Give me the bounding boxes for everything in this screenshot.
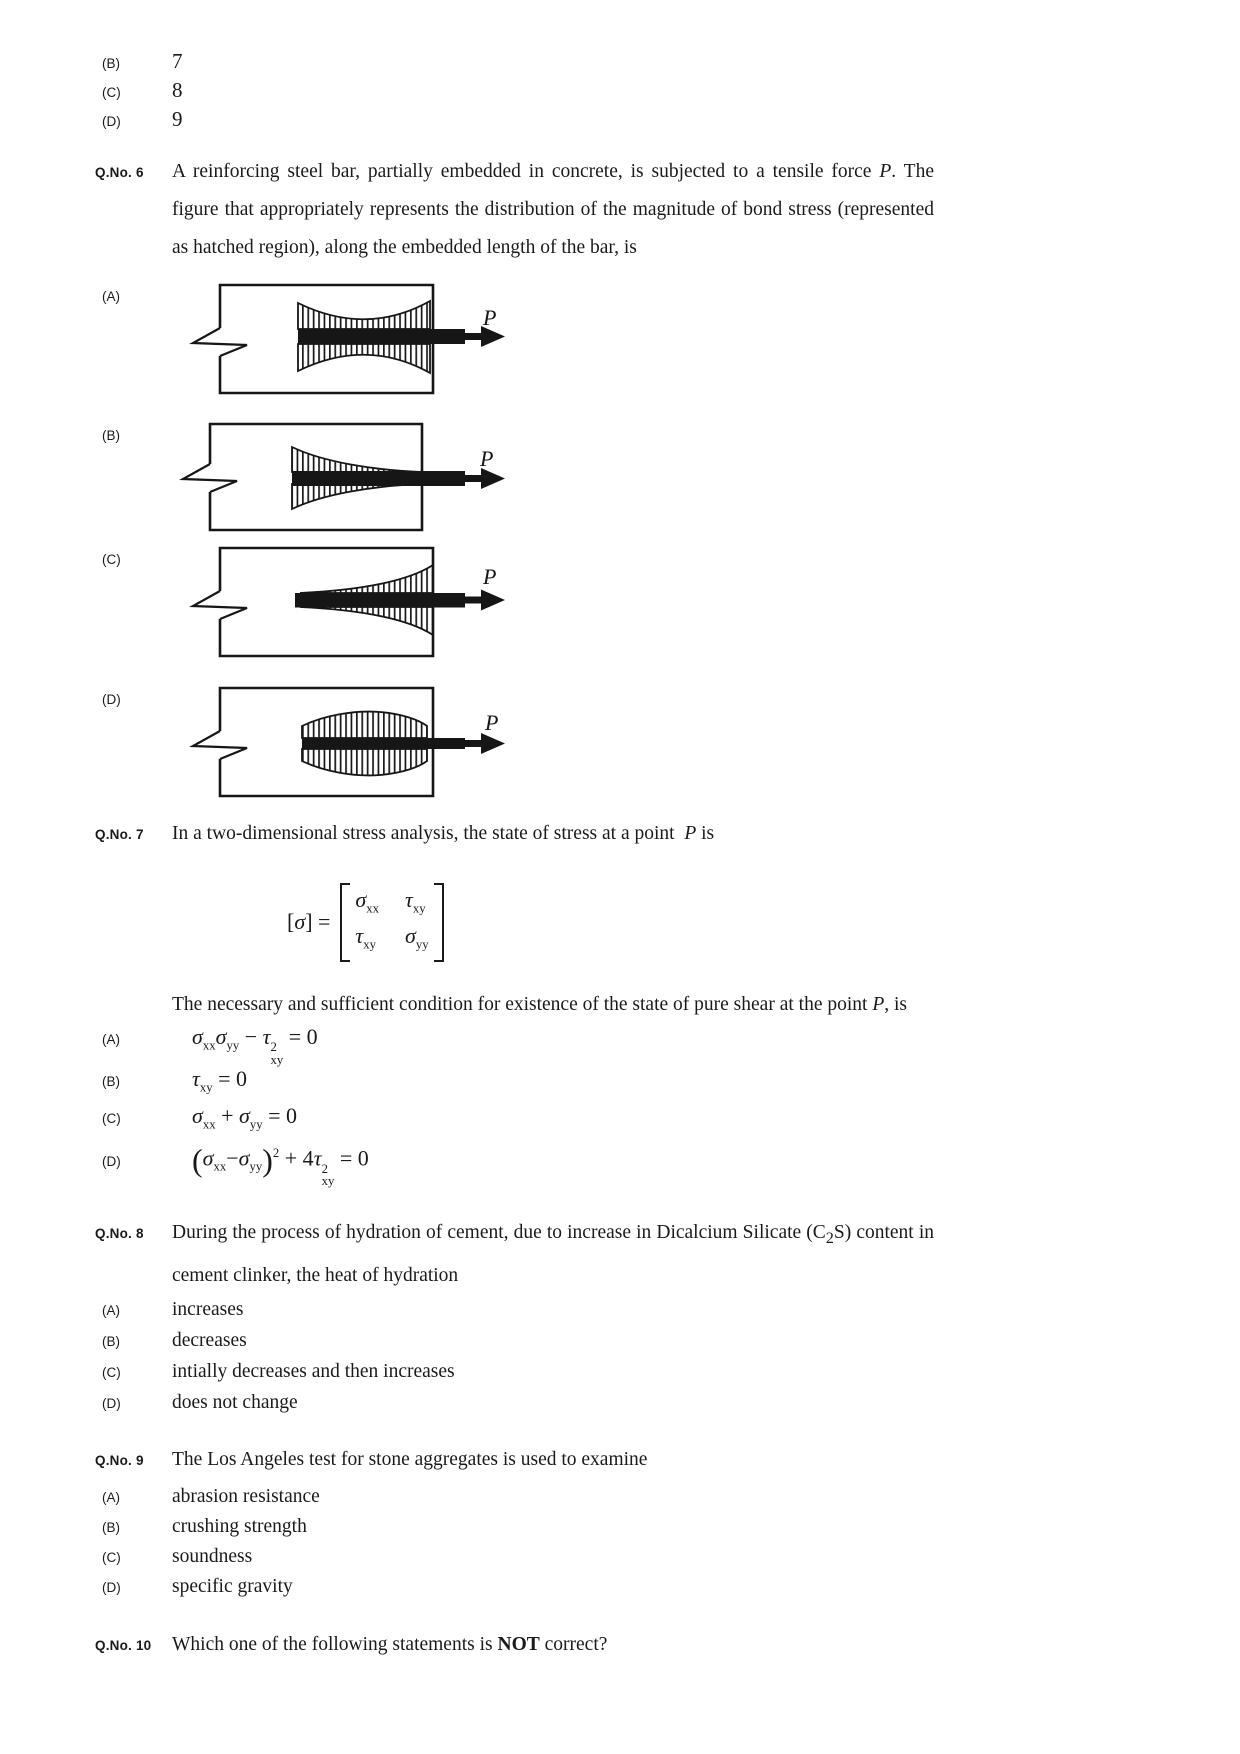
option-row [95, 48, 1145, 77]
option-row [95, 1066, 1145, 1103]
steel-bar [295, 593, 465, 608]
bond-stress-figure-b [165, 420, 510, 535]
option-text: abrasion resistance [172, 1486, 320, 1508]
option-formula: $(\sigma_{xx}-\sigma_{yy})^2 + 4\tau$ 2 xy = 0 [192, 1143, 369, 1189]
bond-stress-hatch-lower [300, 607, 433, 635]
matrix-right-bracket [434, 883, 444, 962]
question-text: In a two-dimensional stress analysis, the state of stress at a point P is [172, 823, 715, 844]
figure-option-d [95, 684, 1145, 799]
option-label: (D) [102, 692, 121, 707]
bond-stress-hatch-lower [302, 749, 427, 775]
force-arrow [481, 468, 505, 489]
question-number: Q.No. 8 [95, 1226, 144, 1242]
break-symbol [193, 328, 247, 356]
option-text: increases [172, 1299, 244, 1321]
option-text: intially decreases and then increases [172, 1361, 455, 1383]
force-label: P [483, 564, 497, 589]
question-number: Q.No. 9 [95, 1453, 144, 1469]
bond-stress-hatch-lower [298, 344, 430, 373]
option-label: (C) [102, 1365, 121, 1381]
option-label: (B) [102, 1520, 120, 1536]
bond-stress-hatch-upper [302, 712, 427, 738]
option-label: (C) [102, 85, 121, 100]
force-arrow [481, 590, 505, 611]
option-row [95, 1572, 1145, 1602]
option-label: (C) [102, 552, 121, 567]
option-label: (C) [102, 1550, 121, 1566]
option-text: does not change [172, 1392, 298, 1414]
arrow-shaft [463, 333, 483, 340]
option-row [95, 77, 1145, 106]
figure-option-c [95, 544, 1145, 659]
option-label: (D) [102, 114, 121, 129]
option-value: 8 [172, 78, 183, 102]
option-label: (B) [102, 428, 120, 443]
option-row [95, 1140, 1145, 1188]
matrix-lhs: [σ] = [287, 909, 331, 935]
bond-stress-hatch-lower [292, 484, 421, 509]
question-text: The Los Angeles test for stone aggregates is used to examine [172, 1449, 648, 1471]
option-label: (D) [102, 1580, 121, 1596]
option-label: (B) [102, 1334, 120, 1350]
option-formula: $\sigma_{xx} + \sigma_{yy} = 0$ [192, 1103, 298, 1132]
stress-matrix [287, 883, 1145, 962]
option-row [95, 1542, 1145, 1572]
question-number: Q.No. 6 [95, 165, 144, 180]
option-row [95, 1357, 1145, 1388]
option-text: decreases [172, 1330, 247, 1352]
bond-stress-figure-c [165, 544, 510, 659]
question-block-9 [95, 1441, 1145, 1479]
q7-condition [95, 986, 1145, 1024]
arrow-shaft [463, 597, 483, 604]
bond-stress-hatch-upper [300, 565, 433, 593]
option-label: (A) [102, 289, 120, 304]
force-label: P [483, 305, 497, 330]
break-symbol [183, 464, 237, 492]
question-text: A reinforcing steel bar, partially embedded in concrete, is subjected to a tensile force P. The figure that appropriately represents the distribution of the magnitude of bond stress (represented as hatched region), along the embedded length of the bar, is [172, 161, 934, 258]
option-value: 7 [172, 49, 183, 73]
steel-bar [302, 738, 465, 749]
option-text: crushing strength [172, 1516, 307, 1538]
question-number: Q.No. 7 [95, 827, 144, 842]
q8-options [95, 1295, 1145, 1419]
option-row [95, 1388, 1145, 1419]
matrix-cell: $\sigma_{yy}$ [405, 923, 429, 952]
option-label: (A) [102, 1031, 120, 1047]
question-text: During the process of hydration of cement, due to increase in Dicalcium Silicate $(C_2S)$ content in cement clinker, the heat of hydration [172, 1222, 934, 1287]
option-formula: $\tau_{xy} = 0$ [192, 1066, 248, 1095]
matrix-cell: $\sigma_{xx}$ [355, 887, 380, 916]
option-row [95, 1103, 1145, 1140]
matrix-cell: $\tau_{xy}$ [355, 923, 377, 952]
arrow-shaft [463, 740, 483, 747]
option-row [95, 1512, 1145, 1542]
matrix-cell: $\tau_{xy}$ [405, 887, 426, 916]
option-label: (A) [102, 1490, 120, 1506]
option-formula: $\sigma_{xx}\sigma_{yy} - \tau$ 2 xy = 0 [192, 1023, 318, 1067]
bond-stress-hatch-upper [298, 301, 430, 329]
option-row [95, 106, 1145, 135]
option-label: (D) [102, 1153, 121, 1169]
question-block-10 [95, 1626, 1145, 1664]
question-number: Q.No. 10 [95, 1638, 152, 1654]
break-symbol [193, 731, 247, 759]
question-block-7 [95, 815, 1145, 853]
question-text: Which one of the following statements is NOT correct? [172, 1634, 608, 1656]
question-text: The necessary and sufficient condition for existence of the state of pure shear at the point P, is [172, 993, 907, 1015]
question-block-6 [95, 153, 1145, 267]
question-block-8 [95, 1214, 1145, 1295]
option-label: (C) [102, 1111, 121, 1127]
option-row [95, 1326, 1145, 1357]
option-row [95, 1024, 1145, 1067]
bond-stress-hatch-upper [292, 447, 421, 472]
bond-stress-figure-d [165, 684, 510, 799]
option-value: 9 [172, 107, 183, 131]
force-label: P [485, 710, 499, 735]
option-label: (B) [102, 1074, 120, 1090]
option-label: (A) [102, 1303, 120, 1319]
matrix-cells [350, 883, 433, 962]
steel-bar [298, 329, 465, 344]
steel-bar [292, 471, 465, 486]
option-text: specific gravity [172, 1576, 293, 1598]
bond-stress-figure-a [165, 281, 510, 396]
arrow-shaft [463, 475, 483, 482]
force-arrow [481, 733, 505, 754]
option-row [95, 1482, 1145, 1512]
q9-options [95, 1482, 1145, 1602]
option-label: (D) [102, 1396, 121, 1412]
matrix-left-bracket [340, 883, 350, 962]
prev-question-options [95, 48, 1145, 135]
option-label: (B) [102, 56, 120, 71]
figure-option-a [95, 281, 1145, 396]
option-text: soundness [172, 1546, 253, 1568]
break-symbol [193, 591, 247, 619]
option-row [95, 1295, 1145, 1326]
figure-option-b [95, 420, 1145, 535]
q7-options [95, 1024, 1145, 1188]
force-label: P [480, 446, 494, 471]
